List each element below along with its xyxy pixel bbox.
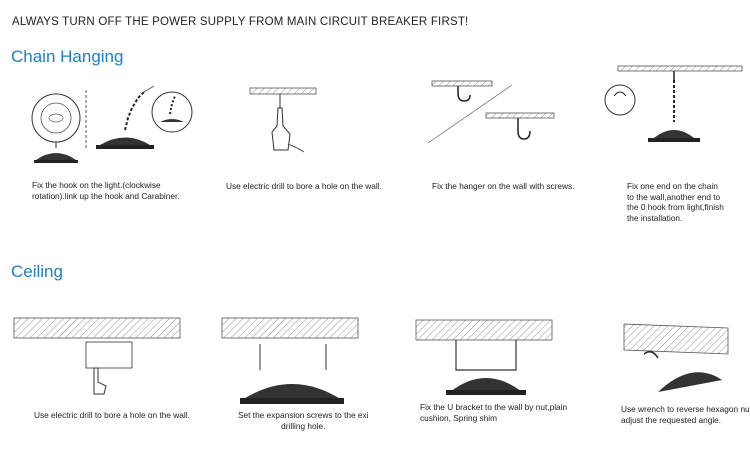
chain-step-1-caption: Fix the hook on the light.(clockwise rotation).link up the hook and Carabiner.: [32, 180, 180, 201]
section-title-chain-hanging: Chain Hanging: [11, 47, 124, 66]
ceiling-step-4-caption: Use wrench to reverse hexagon nu adjust the requested angle.: [621, 404, 750, 425]
drill-ceiling-hole-illustration: [14, 318, 184, 398]
wrench-angle-illustration: [624, 320, 744, 400]
hanger-screws-illustration: [428, 75, 558, 165]
ceiling-step-1-caption: Use electric drill to bore a hole on the wall.: [34, 410, 190, 420]
chain-step-4-caption: Fix one end on the chain to the wall,another end to the 0 hook from light,finish the installation.: [627, 181, 724, 223]
ceiling-step-3-caption: Fix the U bracket to the wall by nut,plain cushion, Spring shim: [420, 402, 568, 423]
chain-installed-illustration: [604, 66, 744, 156]
power-warning: ALWAYS TURN OFF THE POWER SUPPLY FROM MAIN CIRCUIT BREAKER FIRST!: [12, 16, 469, 28]
expansion-screws-illustration: [222, 318, 362, 408]
u-bracket-illustration: [416, 320, 556, 400]
chain-step-3-caption: Fix the hanger on the wall with screws.: [432, 181, 575, 191]
drill-ceiling-illustration: [250, 88, 340, 168]
hook-and-carabiner-illustration: [20, 90, 210, 170]
ceiling-step-2-caption: Set the expansion screws to the exi drilling hole.: [238, 410, 369, 431]
section-title-ceiling: Ceiling: [11, 262, 63, 281]
chain-step-2-caption: Use electric drill to bore a hole on the wall.: [226, 181, 382, 191]
